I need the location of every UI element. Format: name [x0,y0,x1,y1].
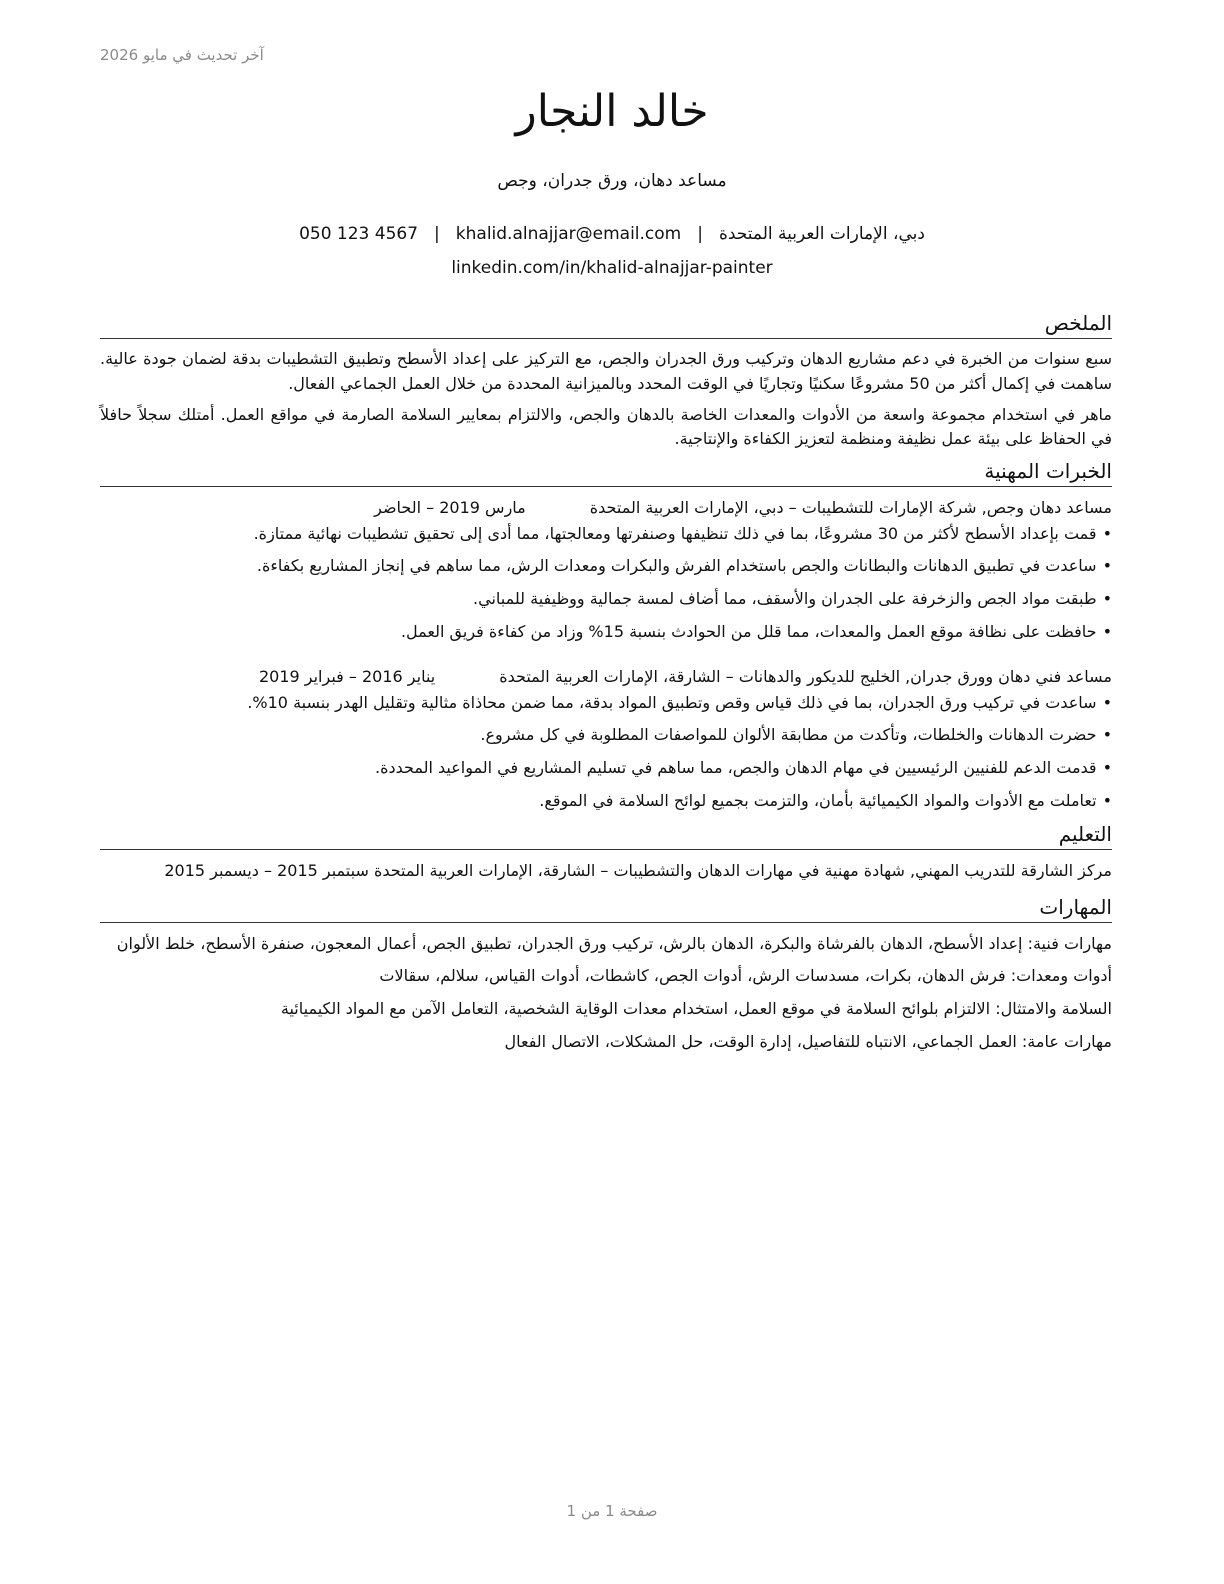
bullet-text: طبقت مواد الجص والزخرفة على الجدران والأسقف، مما أضاف لمسة جمالية ووظيفية للمباني. [473,588,1097,608]
contact-line [0,224,1224,244]
list-item [100,586,1112,612]
list-item [100,619,1112,645]
bullet-text: ساعدت في تطبيق الدهانات والبطانات والجص باستخدام الفرش والبكرات ومعدات الرش، مما ساهم في إنجاز المشاريع بكفاءة. [256,556,1097,576]
bullet-icon: • [1102,790,1112,810]
job-dates: مارس 2019 – الحاضر [374,498,526,518]
list-item [100,788,1112,814]
job-header [100,664,1112,690]
candidate-name: خالد النجار [515,86,709,137]
bullet-icon: • [1102,523,1112,543]
bullet-icon: • [1102,725,1112,745]
candidate-role: مساعد دهان، ورق جدران، وجص [497,171,727,191]
section-title-experience: الخبرات المهنية [100,458,1112,487]
job-entry [100,495,1112,644]
last-updated: آخر تحديث في مايو 2026 [100,46,264,64]
list-item [100,755,1112,781]
contact-separator: | [434,224,440,244]
bullet-text: قمت بإعداد الأسطح لأكثر من 30 مشروعًا، بما في ذلك تنظيفها وصنفرتها ومعالجتها، مما أدى إلى تحقيق تشطيبات نهائية ممتازة. [253,523,1097,543]
resume-content [100,310,1112,1061]
experience-section [100,458,1112,813]
education-entry: مركز الشارقة للتدريب المهني, شهادة مهنية في مهارات الدهان والتشطيبات – الشارقة، الإمارات العربية المتحدة سبتمبر 2015 – ديسمبر 2015 [164,861,1112,881]
bullet-icon: • [1102,556,1112,576]
skill-line: مهارات فنية: إعداد الأسطح، الدهان بالفرشاة والبكرة، الدهان بالرش، تركيب ورق الجدران، تطبيق الجص، أعمال المعجون، صنفرة الأسطح، خلط الألوان [116,933,1112,953]
bullet-icon: • [1102,621,1112,641]
job-header [100,495,1112,521]
section-title-skills: المهارات [100,894,1112,923]
job-title: مساعد دهان وجص, شركة الإمارات للتشطيبات – دبي، الإمارات العربية المتحدة [589,498,1112,518]
job-entry [100,664,1112,813]
bullet-text: حافظت على نظافة موقع العمل والمعدات، مما قلل من الحوادث بنسبة 15% وزاد من كفاءة فريق العمل. [400,621,1097,641]
contact-email[interactable]: khalid.alnajjar@email.com [455,224,682,244]
job-dates: يناير 2016 – فبراير 2019 [258,667,436,687]
summary-paragraph: ماهر في استخدام مجموعة واسعة من الأدوات والمعدات الخاصة بالدهان والجص، والالتزام بمعايير السلامة الصارمة في مواقع العمل. أمتلك سجلاً حافلاً في الحفاظ على بيئة عمل نظيفة ومنظمة لتعزيز الكفاءة والإنتاجية. [100,404,1112,449]
education-section [100,821,1112,884]
contact-linkedin[interactable]: linkedin.com/in/khalid-alnajjar-painter [451,258,773,278]
page-number: صفحة 1 من 1 [566,1502,658,1520]
skill-line: السلامة والامتثال: الالتزام بلوائح السلامة في موقع العمل، استخدام معدات الوقاية الشخصية، التعامل الآمن مع المواد الكيميائية [280,998,1112,1018]
list-item [100,553,1112,579]
contact-separator: | [697,224,703,244]
list-item [100,521,1112,547]
bullet-text: حضرت الدهانات والخلطات، وتأكدت من مطابقة الألوان للمواصفات المطلوبة في كل مشروع. [480,725,1097,745]
list-item [100,690,1112,716]
bullet-text: ساعدت في تركيب ورق الجدران، بما في ذلك قياس وقص وتطبيق المواد بدقة، مما ضمن محاذاة مثالية وتقليل الهدر بنسبة 10%. [247,692,1097,712]
bullet-icon: • [1102,757,1112,777]
skill-line: أدوات ومعدات: فرش الدهان، بكرات، مسدسات الرش، أدوات الجص، كاشطات، أدوات القياس، سلالم، سقالات [379,966,1112,986]
contact-phone: 050 123 4567 [299,224,419,244]
bullet-text: قدمت الدعم للفنيين الرئيسيين في مهام الدهان والجص، مما ساهم في تسليم المشاريع في المواعيد المحددة. [375,757,1097,777]
bullet-icon: • [1102,588,1112,608]
section-title-education: التعليم [100,821,1112,850]
skill-line: مهارات عامة: العمل الجماعي، الانتباه للتفاصيل، إدارة الوقت، حل المشكلات، الاتصال الفعال [504,1031,1112,1051]
summary-section [100,310,1112,452]
job-title: مساعد فني دهان وورق جدران, الخليج للديكور والدهانات – الشارقة، الإمارات العربية المتحدة [499,667,1112,687]
job-bullets [100,690,1112,813]
list-item [100,722,1112,748]
bullet-text: تعاملت مع الأدوات والمواد الكيميائية بأمان، والتزمت بجميع لوائح السلامة في الموقع. [539,790,1097,810]
section-title-summary: الملخص [100,310,1112,339]
skills-section [100,894,1112,1054]
job-bullets [100,521,1112,644]
contact-location: دبي، الإمارات العربية المتحدة [718,224,925,244]
bullet-icon: • [1102,692,1112,712]
summary-paragraph: سبع سنوات من الخبرة في دعم مشاريع الدهان وتركيب ورق الجدران والجص، مع التركيز على إعداد الأسطح وتطبيق التشطيبات بدقة لضمان جودة عالية. ساهمت في إكمال أكثر من 50 مشروعًا سكنيًا وتجاريًا في الوقت المحدد وبالميزانية المحددة من خلال العمل الجماعي الفعال. [100,349,1112,393]
